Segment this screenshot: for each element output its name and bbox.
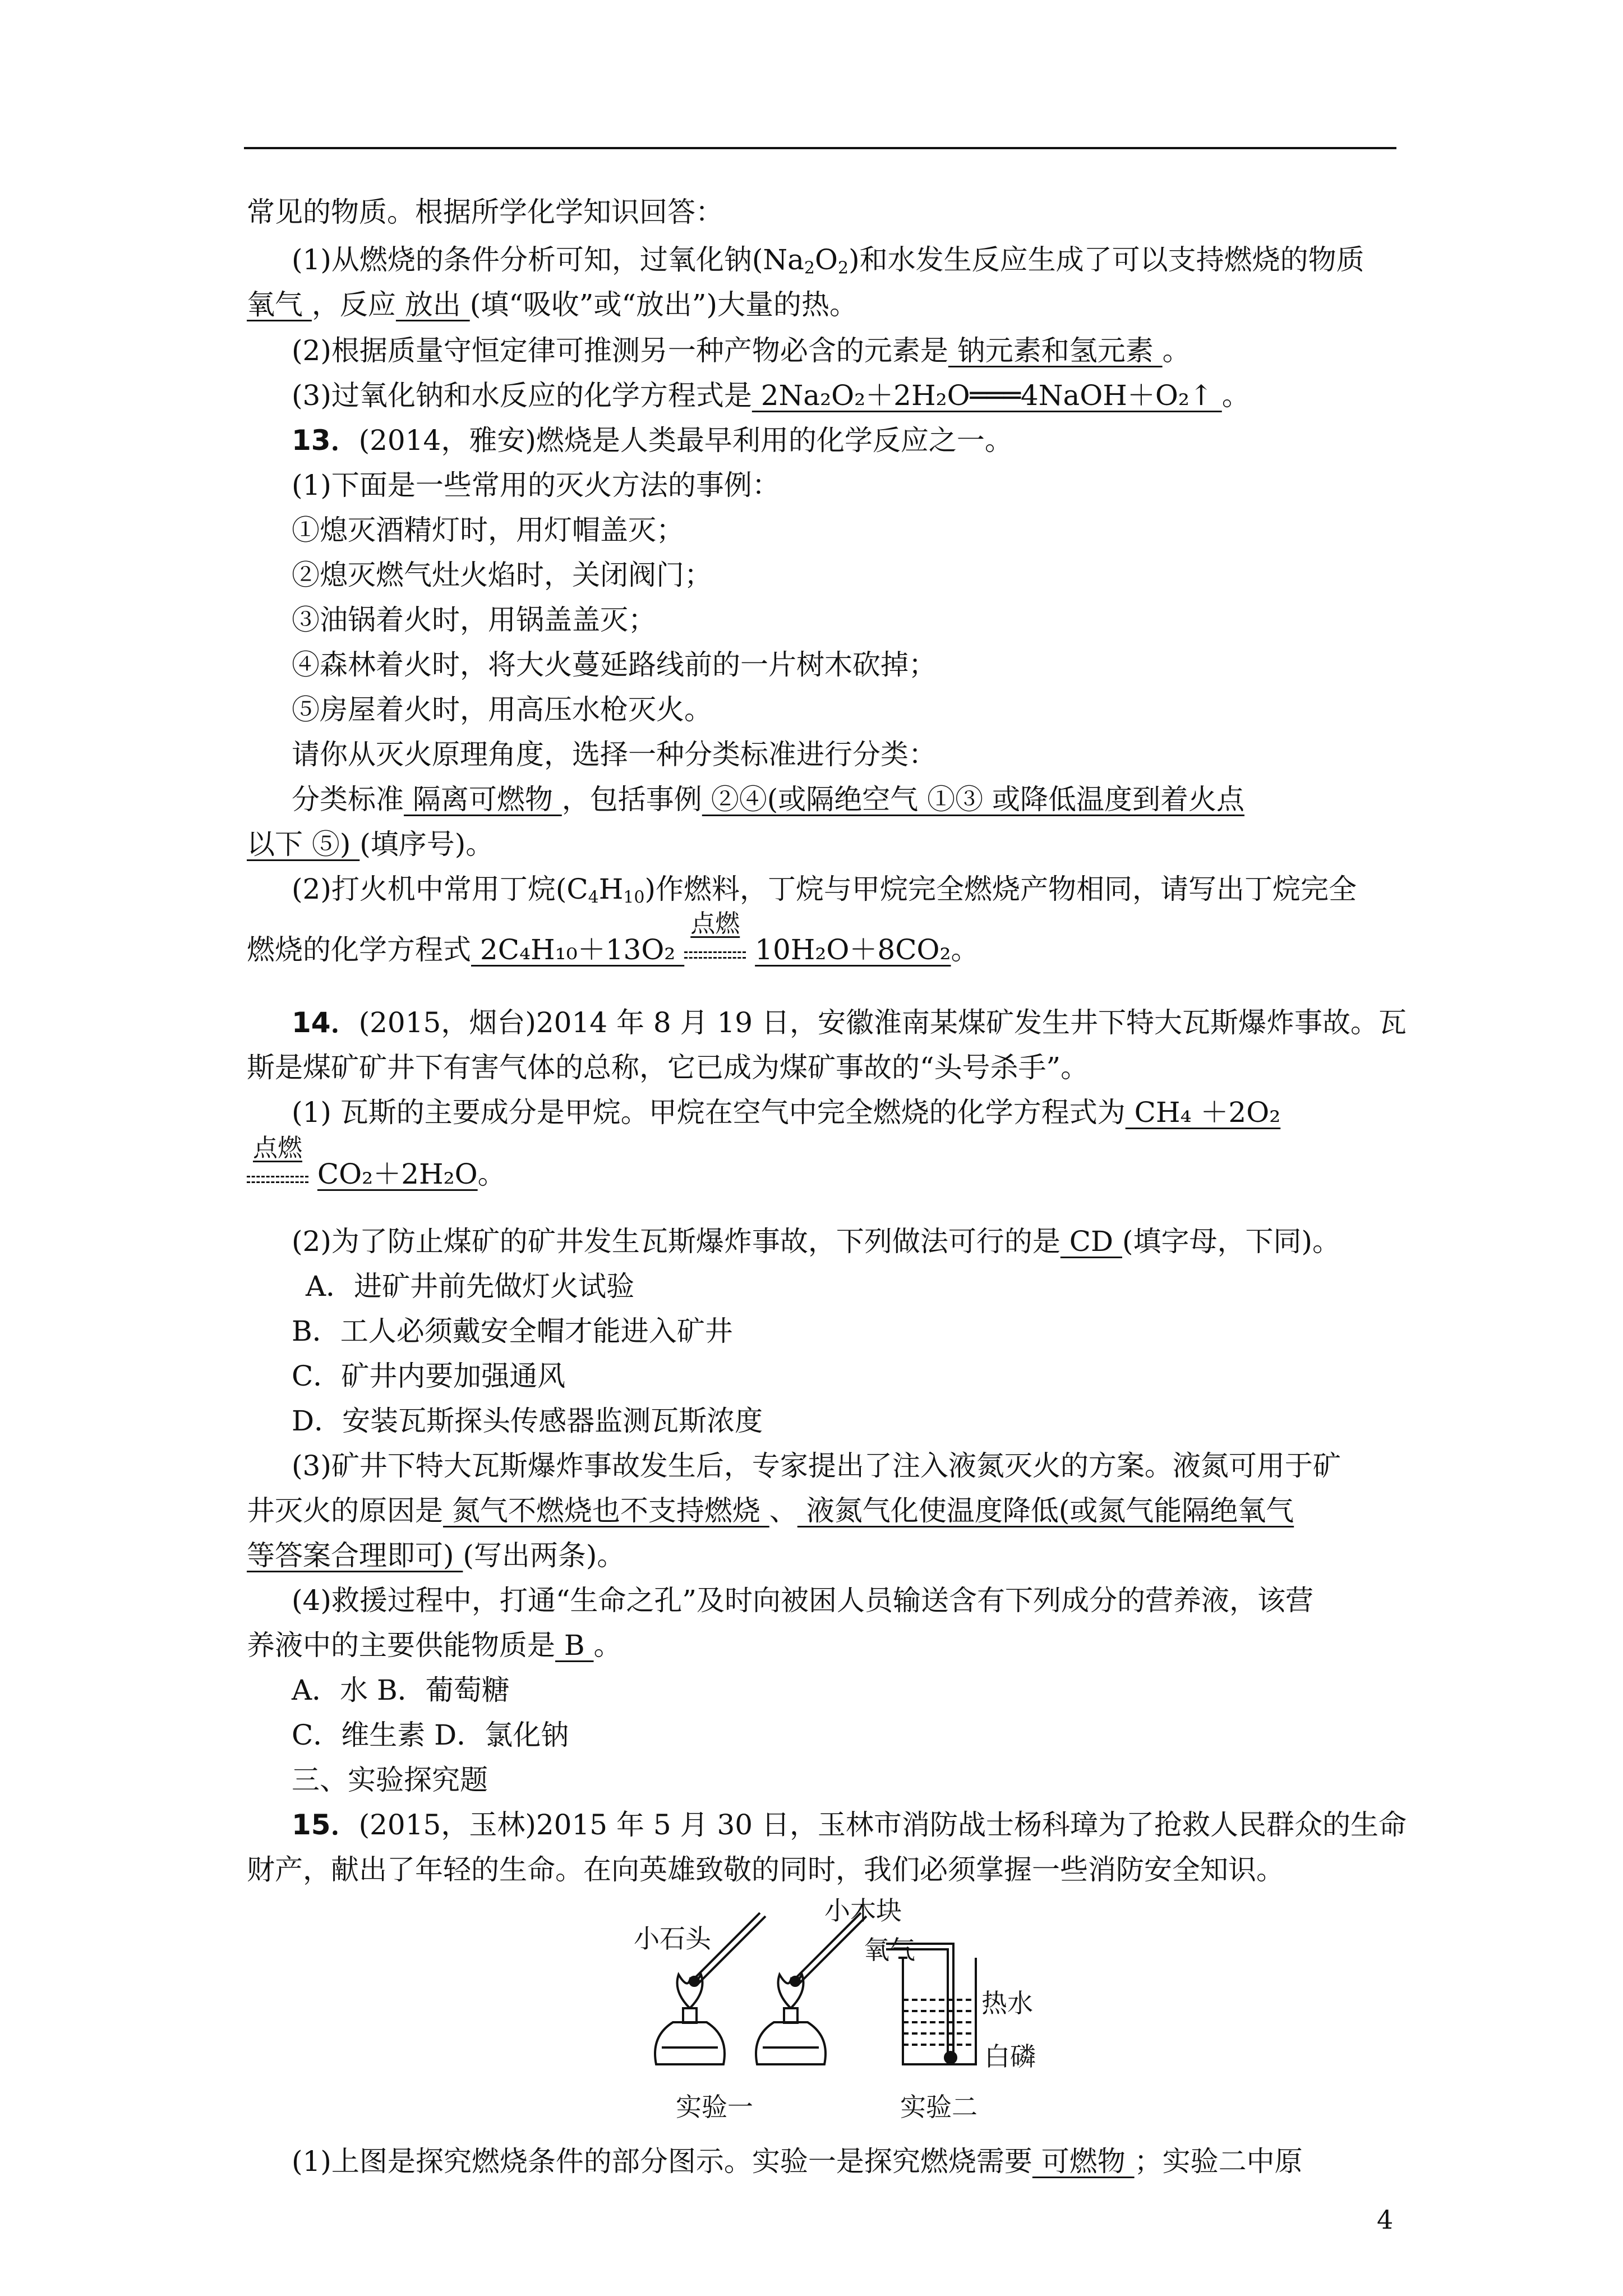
- q13-part2-equation: 燃烧的化学方程式 2C₄H₁₀＋13O₂ 点燃 10H₂O＋8CO₂。: [247, 931, 979, 968]
- q14-options-ab: A．水 B．葡萄糖: [292, 1674, 510, 1706]
- alcohol-lamp-icon: [655, 1975, 725, 2064]
- experiment-figure: [634, 1895, 1066, 2132]
- question-15: 15．(2015，玉林)2015 年 5 月 30 日，玉林市消防战士杨科璋为了抢救人民群众的生命: [292, 1809, 1407, 1841]
- q12-part1: (1)从燃烧的条件分析可知，过氧化钠$(Na_2O_2)$和水发生反应生成了可以支持燃烧的物质: [292, 243, 1364, 278]
- q14-text-cont: 斯是煤矿矿井下有害气体的总称，它已成为煤矿事故的“头号杀手”。: [247, 1051, 1089, 1084]
- q14-part2: (2)为了防止煤矿的矿井发生瓦斯爆炸事故，下列做法可行的是 CD (填字母，下同)。: [292, 1225, 1340, 1258]
- reaction-condition: 点燃: [684, 931, 746, 968]
- q14-options-cd: C．维生素 D．氯化钠: [292, 1719, 569, 1751]
- q13-part2: (2)打火机中常用丁烷$(C_4H_{10})$作燃料，丁烷与甲烷完全燃烧产物相同，请写出丁烷完全: [292, 873, 1357, 908]
- q13-classification-cont: 以下 ⑤) (填序号)。: [247, 828, 494, 861]
- q14-part3-answer-cont: 等答案合理即可) (写出两条)。: [247, 1539, 625, 1572]
- q14-option-d: D．安装瓦斯探头传感器监测瓦斯浓度: [292, 1405, 763, 1437]
- alcohol-lamp-icon: [756, 1975, 826, 2064]
- q14-part3: (3)矿井下特大瓦斯爆炸事故发生后，专家提出了注入液氮灭火的方案。液氮可用于矿: [292, 1450, 1341, 1482]
- header-rule: [244, 147, 1396, 149]
- q14-part3-answer: 井灭火的原因是 氮气不燃烧也不支持燃烧 、 液氮气化使温度降低(或氮气能隔绝氧气: [247, 1494, 1294, 1527]
- q14-option-b: B．工人必须戴安全帽才能进入矿井: [292, 1315, 733, 1347]
- q13-item-3: ③油锅着火时，用锅盖盖灭；: [292, 604, 656, 636]
- q12-part3: (3)过氧化钠和水反应的化学方程式是 2Na₂O₂＋2H₂O═══4NaOH＋O₂↑ 。: [292, 379, 1250, 412]
- q14-option-a: A．进矿井前先做灯火试验: [306, 1270, 635, 1303]
- q14-part1-equation: 点燃 CO₂＋2H₂O。: [247, 1156, 506, 1193]
- q13-classification: 分类标准 隔离可燃物 ，包括事例 ②④(或隔绝空气 ①③ 或降低温度到着火点: [292, 783, 1244, 816]
- q14-part4-answer: 养液中的主要供能物质是 B 。: [247, 1629, 622, 1662]
- q13-item-4: ④森林着火时，将大火蔓延路线前的一片树木砍掉；: [292, 648, 937, 681]
- q12-part1-answer: 氧气 ，反应 放出 (填“吸收”或“放出”)大量的热。: [247, 288, 857, 321]
- q13-part1: (1)下面是一些常用的灭火方法的事例：: [292, 469, 780, 501]
- label-experiment-1: 实验一: [676, 2092, 753, 2122]
- question-14: 14．(2015，烟台)2014 年 8 月 19 日，安徽淮南某煤矿发生井下特大瓦斯爆炸事故。瓦: [292, 1006, 1407, 1039]
- q13-item-5: ⑤房屋着火时，用高压水枪灭火。: [292, 693, 712, 726]
- label-oxygen: 氧气: [864, 1935, 915, 1965]
- label-hot-water: 热水: [981, 1988, 1033, 2018]
- q13-item-2: ②熄灭燃气灶火焰时，关闭阀门；: [292, 559, 712, 591]
- q14-part4: (4)救援过程中，打通“生命之孔”及时向被困人员输送含有下列成分的营养液，该营: [292, 1584, 1313, 1617]
- label-white-phosphorus: 白磷: [984, 2041, 1036, 2072]
- q15-text-cont: 财产，献出了年轻的生命。在向英雄致敬的同时，我们必须掌握一些消防安全知识。: [247, 1853, 1284, 1886]
- q14-part1: (1) 瓦斯的主要成分是甲烷。甲烷在空气中完全燃烧的化学方程式为 CH₄ ＋2O₂: [292, 1096, 1281, 1129]
- page-number: 4: [1377, 2205, 1394, 2235]
- q15-part1: (1)上图是探究燃烧条件的部分图示。实验一是探究燃烧需要 可燃物 ；实验二中原: [292, 2145, 1303, 2178]
- q14-option-c: C．矿井内要加强通风: [292, 1360, 566, 1392]
- q13-item-1: ①熄灭酒精灯时，用灯帽盖灭；: [292, 514, 684, 546]
- q12-part2: (2)根据质量守恒定律可推测另一种产物必含的元素是 钠元素和氢元素 。: [292, 334, 1191, 367]
- question-13: 13．(2014，雅安)燃烧是人类最早利用的化学反应之一。: [292, 424, 1013, 457]
- section-heading: 三、实验探究题: [292, 1764, 488, 1796]
- reaction-condition: 点燃: [247, 1156, 308, 1193]
- text-line: 常见的物质。根据所学化学知识回答：: [247, 196, 723, 228]
- label-stone: 小石头: [634, 1924, 711, 1954]
- label-experiment-2: 实验二: [900, 2092, 978, 2122]
- q13-instruction: 请你从灭火原理角度，选择一种分类标准进行分类：: [292, 738, 937, 771]
- label-wood: 小木块: [824, 1895, 902, 1926]
